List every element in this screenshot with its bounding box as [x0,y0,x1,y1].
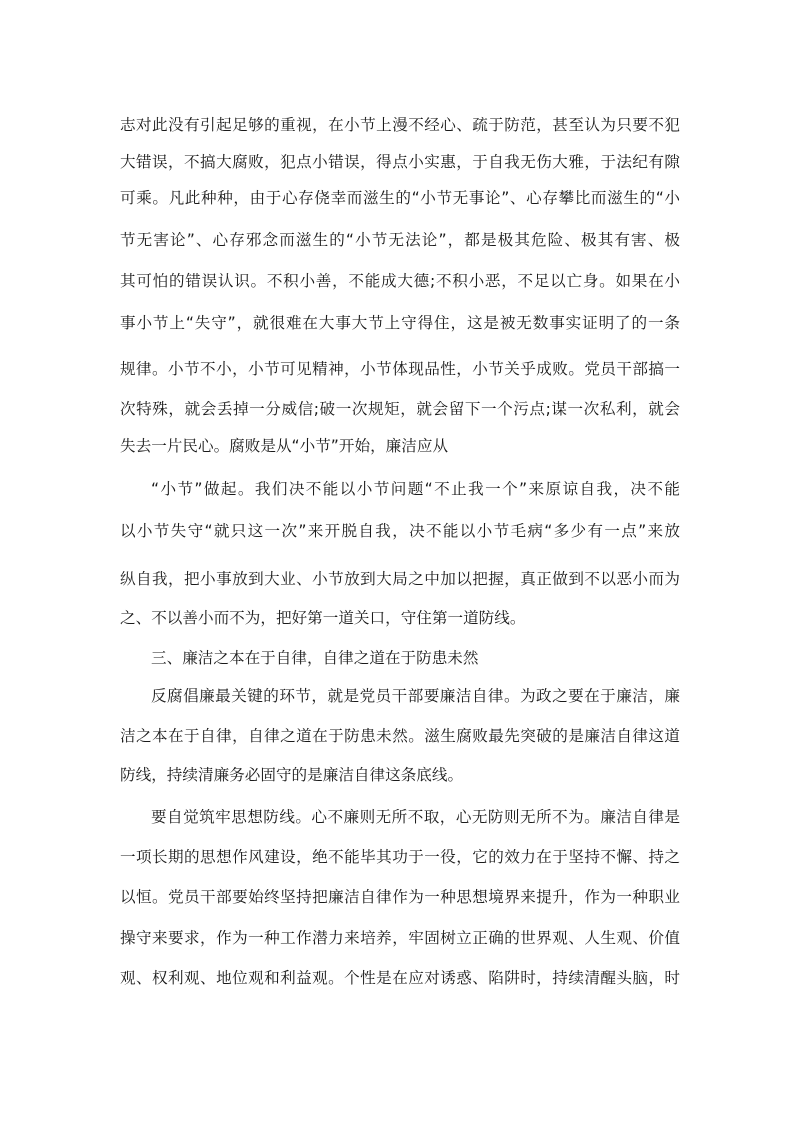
text-line: “小节”做起。我们决不能以小节问题“不止我一个”来原谅自我，决不能 [151,480,680,498]
text-line: 之、不以善小而不为，把好第一道关口，守住第一道防线。 [120,609,526,627]
text-line: 一项长期的思想作风建设，绝不能毕其功于一役，它的效力在于坚持不懈、持之 [120,848,680,866]
text-line: 大错误，不搞大腐败，犯点小错误，得点小实惠，于自我无伤大雅，于法纪有隙 [120,153,680,171]
text-line: 以小节失守“就只这一次”来开脱自我，决不能以小节毛病“多少有一点”来放 [120,522,680,540]
text-line: 要自觉筑牢思想防线。心不廉则无所不取，心无防则无所不为。廉洁自律是 [151,808,680,826]
section-heading: 三、廉洁之本在于自律，自律之道在于防患未然 [151,649,479,667]
text-line: 规律。小节不小，小节可见精神，小节体现品性，小节关乎成败。党员干部搞一 [120,360,680,378]
text-line: 可乘。凡此种种，由于心存侥幸而滋生的“小节无事论”、心存攀比而滋生的“小 [120,189,680,207]
text-line: 志对此没有引起足够的重视，在小节上漫不经心、疏于防范，甚至认为只要不犯 [120,116,680,134]
text-line: 失去一片民心。腐败是从“小节”开始，廉洁应从 [120,437,449,455]
text-line: 洁之本在于自律，自律之道在于防患未然。滋生腐败最先突破的是廉洁自律这道 [120,727,680,745]
text-line: 操守来要求，作为一种工作潜力来培养，牢固树立正确的世界观、人生观、价值 [120,929,680,947]
text-line: 防线，持续清廉务必固守的是廉洁自律这条底线。 [120,766,464,784]
text-line: 以恒。党员干部要始终坚持把廉洁自律作为一种思想境界来提升，作为一种职业 [120,888,680,906]
text-line: 次特殊，就会丢掉一分威信;破一次规矩，就会留下一个污点;谋一次私利，就会 [120,400,680,418]
text-line: 反腐倡廉最关键的环节，就是党员干部要廉洁自律。为政之要在于廉洁，廉 [151,687,680,705]
text-line: 观、权利观、地位观和利益观。个性是在应对诱惑、陷阱时，持续清醒头脑，时 [120,969,680,987]
text-line: 其可怕的错误认识。不积小善，不能成大德;不积小恶，不足以亡身。如果在小 [120,272,680,290]
text-line: 节无害论”、心存邪念而滋生的“小节无法论”，都是极其危险、极其有害、极 [120,231,680,249]
text-line: 纵自我，把小事放到大业、小节放到大局之中加以把握，真正做到不以恶小而为 [120,570,680,588]
text-line: 事小节上“失守”，就很难在大事大节上守得住，这是被无数事实证明了的一条 [120,314,680,332]
